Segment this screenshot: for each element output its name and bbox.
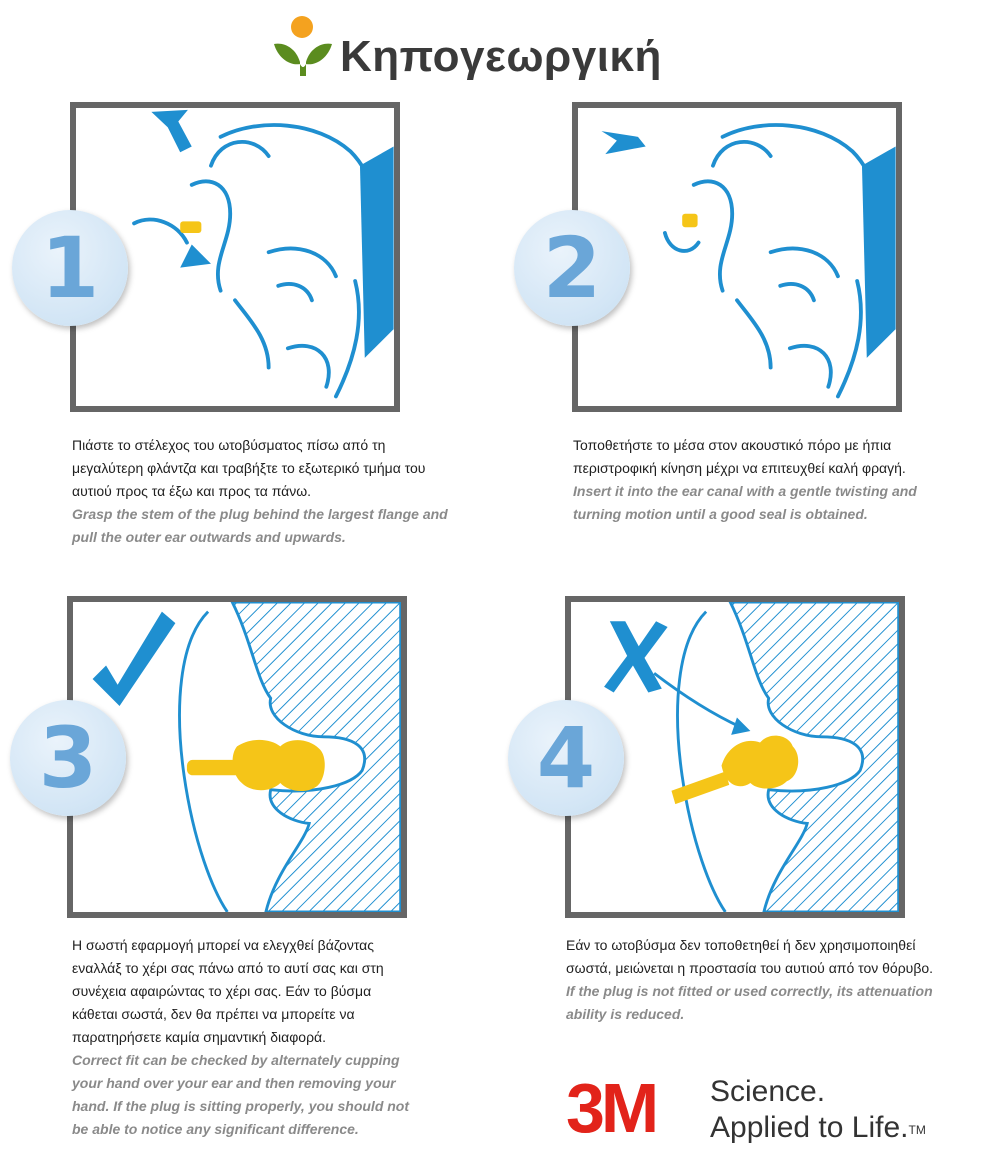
step-4-number: 4 (536, 709, 596, 807)
tagline-line-2 (710, 1110, 926, 1146)
step-2-english: Insert it into the ear canal with a gentle twisting and turning motion until a good seal is obtained. (573, 483, 917, 522)
step-2-number-badge (514, 210, 630, 326)
step-1-number: 1 (40, 219, 100, 317)
3m-brand-block (566, 1069, 966, 1152)
step-1-text (72, 434, 452, 549)
step-3-number-badge (10, 700, 126, 816)
step-4-english: If the plug is not fitted or used correctly, its attenuation ability is reduced. (566, 983, 933, 1022)
step-2-number: 2 (542, 219, 602, 317)
step-2-greek: Τοποθετήστε το μέσα στον ακουστικό πόρο με ήπια περιστροφική κίνηση μέχρι να επιτευχθεί καλή φραγή. (573, 437, 906, 476)
step-4-text (566, 934, 958, 1026)
trademark-symbol: TM (908, 1123, 926, 1137)
step-3-english: Correct fit can be checked by alternately cupping your hand over your ear and then removing your hand. If the plug is sitting properly, you should not be able to notice any significant difference. (72, 1052, 410, 1137)
step-4-number-badge (508, 700, 624, 816)
step-2-text (573, 434, 953, 526)
3m-logo: 3M (566, 1069, 656, 1147)
step-1-greek: Πιάστε το στέλεχος του ωτοβύσματος πίσω από τη μεγαλύτερη φλάντζα και τραβήξτε το εξωτερικό τμήμα του αυτιού προς τα έξω και προς τα πάνω. (72, 437, 426, 499)
brand-tagline (710, 1074, 926, 1146)
step-3-text (72, 934, 417, 1141)
step-3-greek: Η σωστή εφαρμογή μπορεί να ελεγχθεί βάζοντας εναλλάξ το χέρι σας πάνω από το αυτί σας και στη συνέχεια αφαιρώντας το χέρι σας. Εάν το βύσμα κάθεται σωστά, δεν θα πρέπει να μπορείτε να παρατηρήσετε καμία σημαντική διαφορά. (72, 937, 384, 1045)
logo-wordmark: Κηπογεωργική (340, 32, 662, 81)
step-4-greek: Εάν το ωτοβύσμα δεν τοποθετηθεί ή δεν χρησιμοποιηθεί σωστά, μειώνεται η προστασία του αυτιού από τον θόρυβο. (566, 937, 934, 976)
tagline-line-2-text: Applied to Life. (710, 1111, 909, 1144)
step-1-english: Grasp the stem of the plug behind the largest flange and pull the outer ear outwards and upwards. (72, 506, 448, 545)
step-1-number-badge (12, 210, 128, 326)
tagline-line-1: Science. (710, 1075, 826, 1108)
sprout-logo-icon (270, 14, 336, 84)
step-3-number: 3 (38, 709, 98, 807)
